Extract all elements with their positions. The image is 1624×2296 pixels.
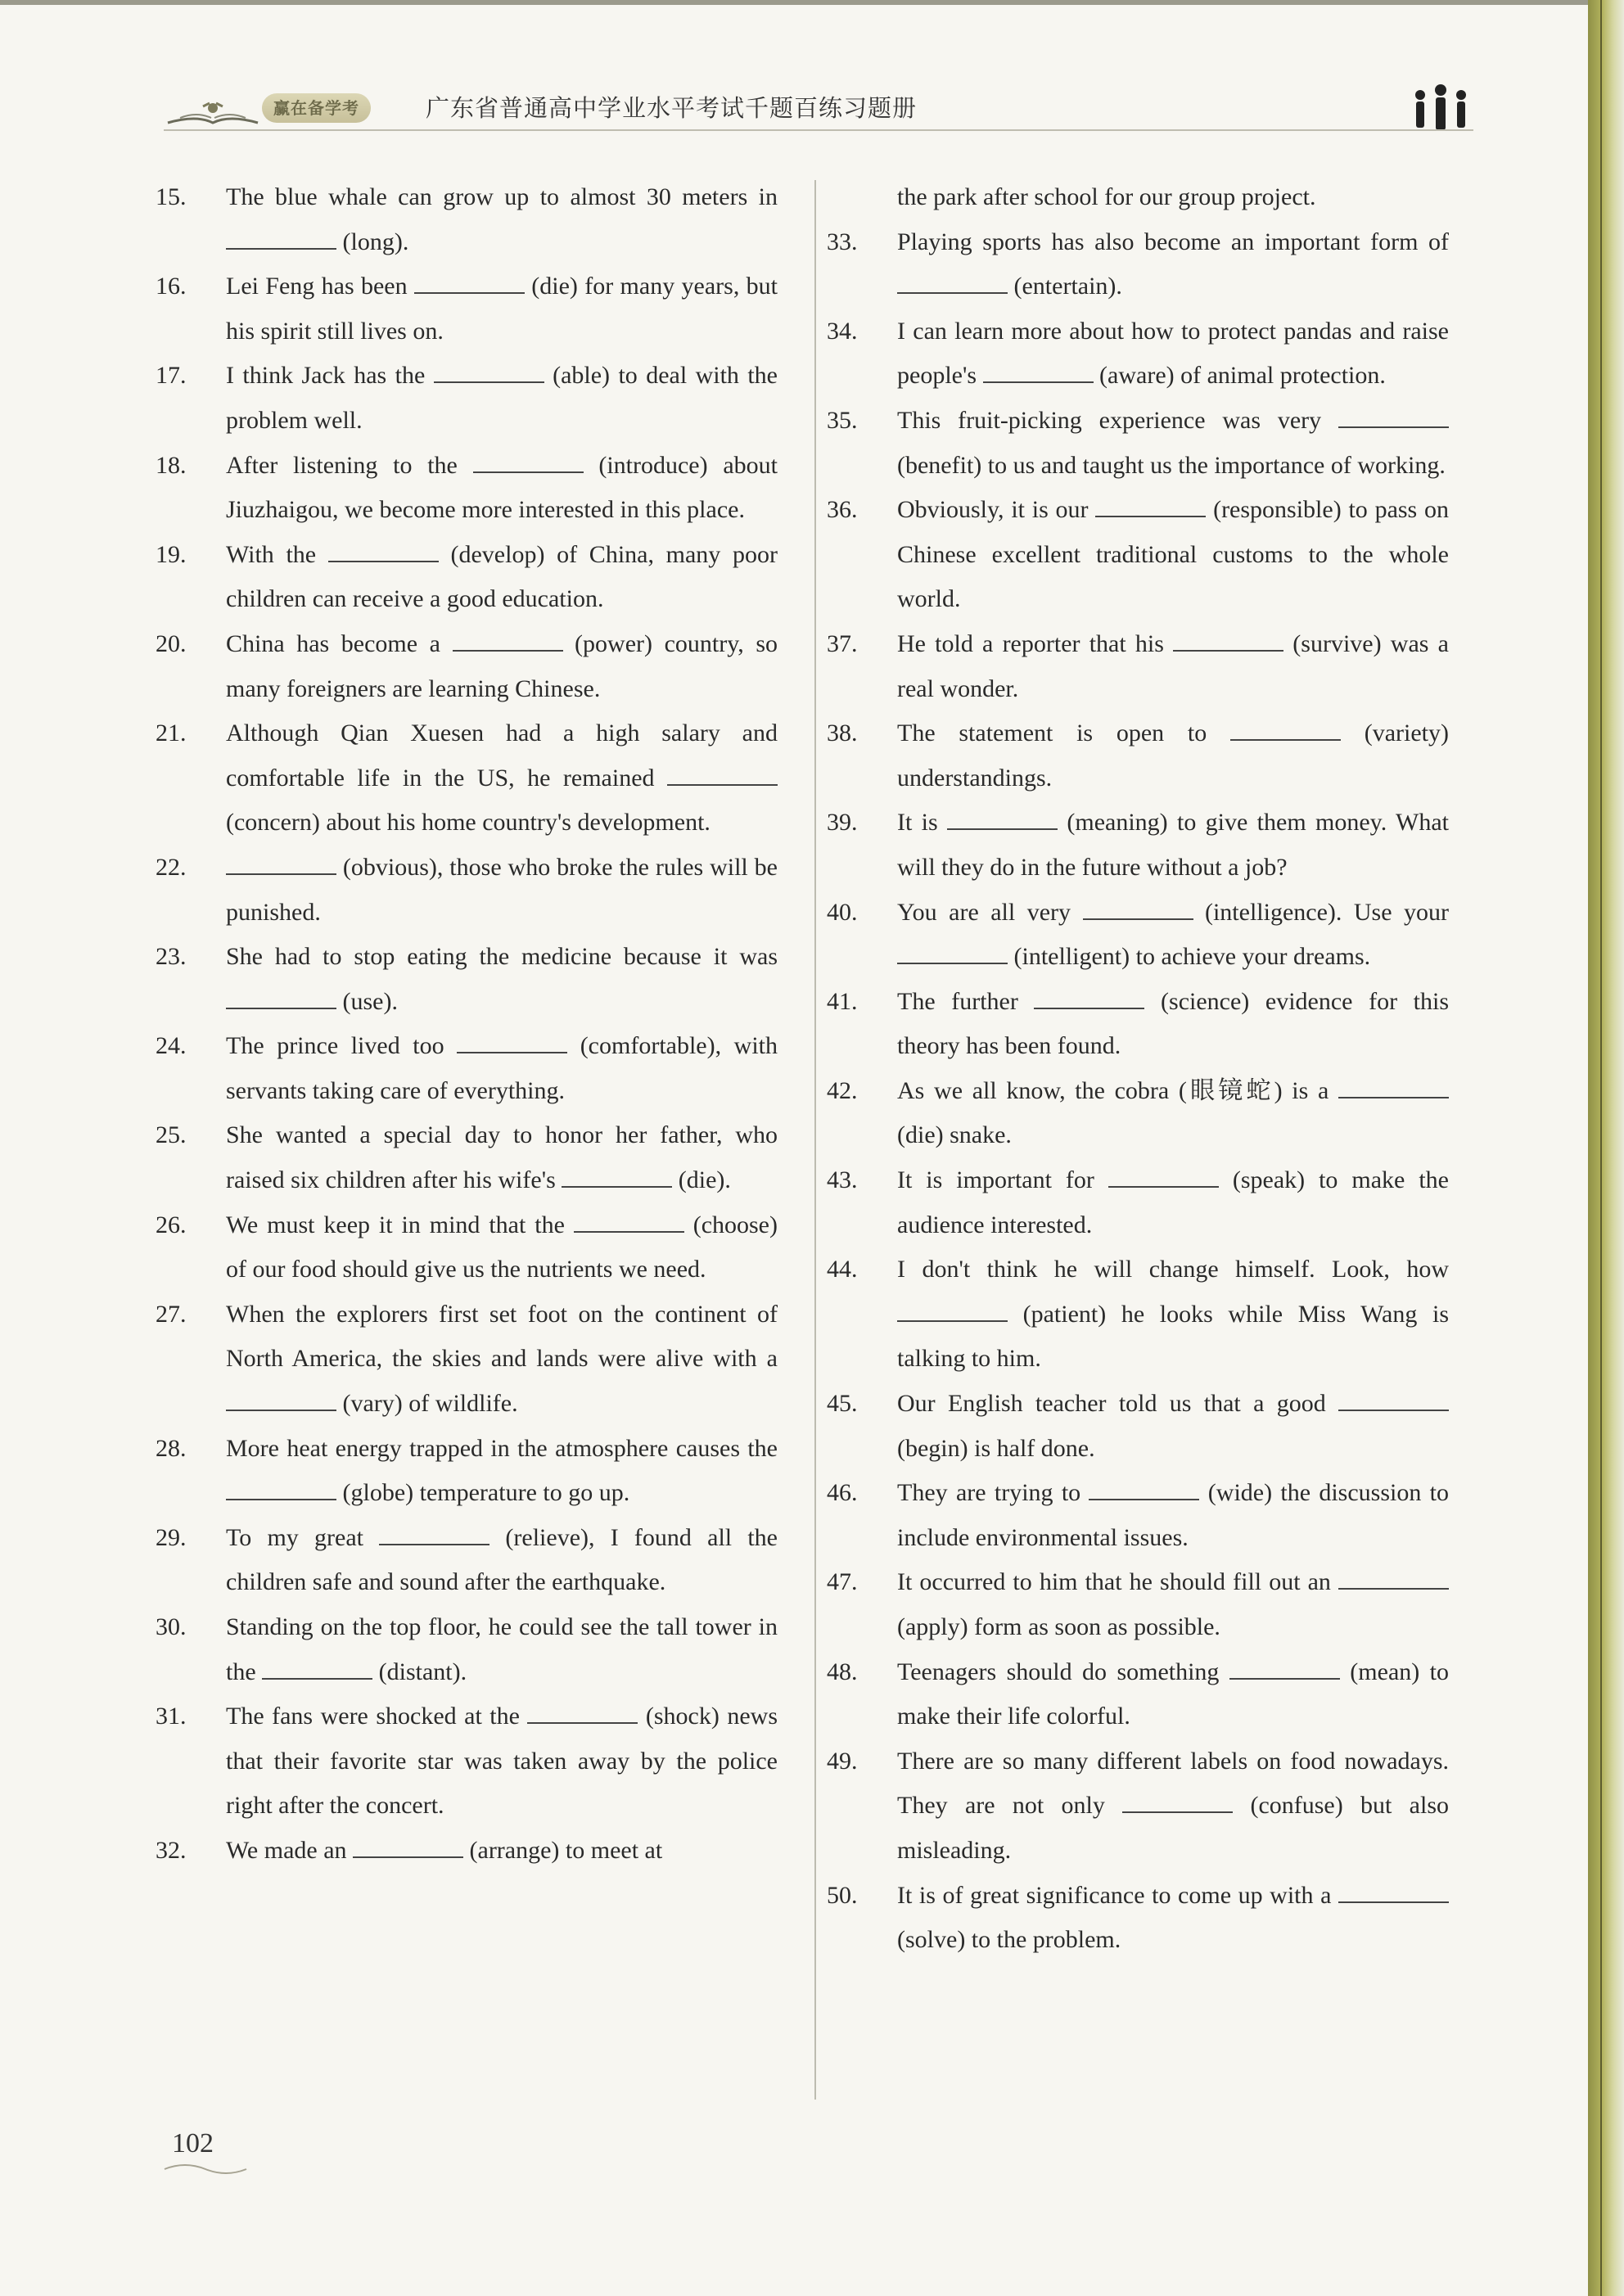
question-text: I don't think he will change himself. Look, how [897, 1256, 1449, 1283]
question-text: We made an [226, 1836, 354, 1864]
question-item [156, 1516, 778, 1605]
question-text: (die) for many years, but his spirit still lives on. [226, 273, 778, 345]
question-item [827, 1650, 1449, 1739]
question-number: 46. [827, 1479, 858, 1507]
question-text: There are so many different labels on food nowadays. They are not only [897, 1747, 1449, 1820]
question-number: 19. [156, 540, 187, 568]
question-text: (relieve), I found all the children safe and sound after the earthquake. [226, 1523, 778, 1596]
answer-blank[interactable] [328, 539, 439, 562]
answer-blank[interactable] [1338, 1388, 1449, 1411]
question-item [156, 175, 778, 264]
question-item [156, 1829, 778, 1874]
question-text: Teenagers should do something [897, 1658, 1229, 1685]
question-text: (benefit) to us and taught us the importance of working. [897, 451, 1446, 479]
question-text: China has become a [226, 629, 453, 657]
question-text: (use). [336, 987, 398, 1015]
answer-blank[interactable] [574, 1210, 684, 1233]
answer-blank[interactable] [983, 360, 1094, 383]
question-item [156, 1113, 778, 1202]
question-text: (science) evidence for this theory has been found. [897, 987, 1449, 1060]
question-item [156, 711, 778, 846]
question-text: After listening to the [226, 451, 473, 479]
question-text: (confuse) but also misleading. [897, 1792, 1450, 1864]
answer-blank[interactable] [527, 1701, 638, 1724]
question-item [827, 891, 1449, 980]
question-text: (intelligence). Use your [1193, 898, 1450, 926]
question-item [827, 488, 1449, 622]
question-text: The statement is open to [897, 719, 1230, 747]
question-text: When the explorers first set foot on the continent of North America, the skies and lands were alive with a [226, 1300, 778, 1373]
answer-blank[interactable] [1089, 1477, 1199, 1500]
answer-blank[interactable] [1338, 1567, 1449, 1590]
question-item [827, 1560, 1449, 1649]
question-number: 22. [156, 853, 187, 881]
question-continuation [827, 175, 1449, 220]
question-text: (entertain). [1008, 273, 1122, 300]
question-item [156, 444, 778, 533]
question-text: (survive) was a real wonder. [897, 629, 1449, 702]
answer-blank[interactable] [473, 450, 584, 473]
question-number: 17. [156, 362, 187, 390]
binding-strip [1588, 0, 1624, 2296]
answer-blank[interactable] [897, 1299, 1008, 1322]
question-text: I think Jack has the [226, 362, 434, 390]
header-title: 广东省普通高中学业水平考试千题百练习题册 [426, 94, 918, 122]
question-number: 30. [156, 1613, 187, 1640]
answer-blank[interactable] [1095, 494, 1206, 517]
people-icon [1404, 83, 1477, 133]
left-column [156, 175, 778, 1874]
question-item [827, 1739, 1449, 1874]
question-item [156, 264, 778, 354]
answer-blank[interactable] [1173, 629, 1283, 652]
question-number: 25. [156, 1121, 187, 1149]
column-divider [814, 180, 816, 2100]
question-text: You are all very [897, 898, 1083, 926]
question-text: (die) snake. [897, 1121, 1012, 1149]
ornament-icon [160, 2161, 250, 2177]
question-text: (wide) the discussion to include environmental issues. [897, 1479, 1449, 1551]
question-number: 16. [156, 273, 187, 300]
question-text: (die). [672, 1166, 731, 1194]
answer-blank[interactable] [1034, 986, 1144, 1009]
question-item [156, 1024, 778, 1113]
answer-blank[interactable] [1338, 1880, 1449, 1903]
question-text: The fans were shocked at the [226, 1703, 528, 1730]
question-number: 33. [827, 228, 858, 255]
answer-blank[interactable] [226, 852, 336, 875]
answer-blank[interactable] [353, 1835, 463, 1858]
question-text: (intelligent) to achieve your dreams. [1008, 943, 1371, 971]
question-item [827, 1247, 1449, 1382]
question-item [827, 1069, 1449, 1158]
question-text: (globe) temperature to go up. [336, 1479, 630, 1507]
question-text: Lei Feng has been [226, 273, 414, 300]
question-text: It occurred to him that he should fill out an [897, 1568, 1338, 1596]
answer-blank[interactable] [1338, 1076, 1449, 1098]
question-item [827, 1158, 1449, 1247]
question-item [156, 354, 778, 443]
question-text: More heat energy trapped in the atmosphere causes the [226, 1434, 778, 1462]
question-text: (meaning) to give them money. What will they do in the future without a job? [897, 809, 1449, 881]
page-number: 102 [172, 2128, 214, 2158]
question-text: To my great [226, 1523, 380, 1551]
question-number: 50. [827, 1881, 858, 1909]
binding-line [1600, 0, 1602, 2296]
answer-blank[interactable] [1108, 1165, 1219, 1188]
question-text: The prince lived too [226, 1032, 458, 1060]
question-item [827, 801, 1449, 890]
question-text: It is of great significance to come up with a [897, 1881, 1338, 1909]
question-number: 47. [827, 1568, 858, 1596]
question-number: 43. [827, 1166, 858, 1194]
question-text: (choose) of our food should give us the nutrients we need. [226, 1211, 778, 1283]
answer-blank[interactable] [897, 941, 1008, 964]
question-number: 49. [827, 1747, 858, 1775]
answer-blank[interactable] [226, 227, 336, 250]
question-item [156, 533, 778, 622]
answer-blank[interactable] [379, 1522, 489, 1545]
question-text: (aware) of animal protection. [1093, 362, 1386, 390]
question-text: As we all know, the cobra (眼镜蛇) is a [897, 1076, 1338, 1104]
question-text: This fruit-picking experience was very [897, 406, 1338, 434]
question-number: 31. [156, 1703, 187, 1730]
question-text: (vary) of wildlife. [336, 1390, 518, 1418]
question-item [156, 1203, 778, 1292]
question-text: (mean) to make their life colorful. [897, 1658, 1450, 1730]
question-item [827, 399, 1449, 488]
question-text: (apply) form as soon as possible. [897, 1613, 1220, 1640]
question-text: It is [897, 809, 948, 837]
question-text: We must keep it in mind that the [226, 1211, 574, 1238]
question-item [827, 622, 1449, 711]
question-item [827, 220, 1449, 309]
question-number: 41. [827, 987, 858, 1015]
question-text: (shock) news that their favorite star was taken away by the police right after the concert. [226, 1703, 778, 1820]
question-number: 37. [827, 629, 858, 657]
question-text: (able) to deal with the problem well. [226, 362, 778, 434]
question-text: With the [226, 540, 328, 568]
question-text: (patient) he looks while Miss Wang is talking to him. [897, 1300, 1449, 1373]
question-text: (arrange) to meet at [463, 1836, 663, 1864]
question-item [156, 846, 778, 935]
header-badge: 赢在备学考 [262, 93, 371, 123]
answer-blank[interactable] [226, 1477, 336, 1500]
answer-blank[interactable] [262, 1657, 372, 1680]
answer-blank[interactable] [1338, 405, 1449, 428]
question-item [827, 309, 1449, 399]
question-item [827, 1382, 1449, 1471]
question-item [827, 1874, 1449, 1963]
question-text: It is important for [897, 1166, 1108, 1194]
answer-blank[interactable] [226, 1388, 336, 1411]
question-number: 21. [156, 719, 187, 747]
top-border [0, 0, 1588, 5]
question-text: Standing on the top floor, he could see the tall tower in the [226, 1613, 778, 1685]
question-number: 18. [156, 451, 187, 479]
question-number: 39. [827, 809, 858, 837]
question-number: 32. [156, 1836, 187, 1864]
question-number: 27. [156, 1300, 187, 1328]
book-logo-icon [164, 90, 262, 129]
question-text: Although Qian Xuesen had a high salary and comfortable life in the US, he remained [226, 719, 778, 792]
answer-blank[interactable] [1083, 897, 1193, 920]
question-number: 48. [827, 1658, 858, 1685]
question-text: (concern) about his home country's development. [226, 809, 710, 837]
question-number: 38. [827, 719, 858, 747]
answer-blank[interactable] [1229, 1657, 1340, 1680]
answer-blank[interactable] [414, 271, 525, 294]
question-number: 44. [827, 1256, 858, 1283]
question-number: 24. [156, 1032, 187, 1060]
question-number: 40. [827, 898, 858, 926]
answer-blank[interactable] [667, 763, 778, 786]
question-text: She wanted a special day to honor her father, who raised six children after his wife's [226, 1121, 778, 1194]
question-text: (obvious), those who broke the rules will be punished. [226, 853, 778, 926]
answer-blank[interactable] [226, 986, 336, 1009]
question-number: 20. [156, 629, 187, 657]
question-text: (develop) of China, many poor children can receive a good education. [226, 540, 778, 613]
answer-blank[interactable] [897, 271, 1008, 294]
question-text: Playing sports has also become an important form of [897, 228, 1449, 255]
question-number: 45. [827, 1390, 858, 1418]
question-item [156, 935, 778, 1024]
right-column [827, 175, 1449, 1963]
question-number: 35. [827, 406, 858, 434]
header-rule [164, 129, 1473, 131]
question-text: He told a reporter that his [897, 629, 1174, 657]
question-number: 26. [156, 1211, 187, 1238]
question-number: 34. [827, 317, 858, 345]
question-text: Our English teacher told us that a good [897, 1390, 1338, 1418]
question-text: They are trying to [897, 1479, 1089, 1507]
question-item [827, 711, 1449, 801]
question-number: 28. [156, 1434, 187, 1462]
question-item [156, 1427, 778, 1516]
question-text: (speak) to make the audience interested. [897, 1166, 1449, 1238]
question-item [827, 1471, 1449, 1560]
question-text: She had to stop eating the medicine because it was [226, 943, 778, 971]
question-text: (solve) to the problem. [897, 1926, 1121, 1954]
answer-blank[interactable] [1122, 1790, 1233, 1813]
question-text: (begin) is half done. [897, 1434, 1095, 1462]
answer-blank[interactable] [457, 1031, 567, 1053]
question-number: 15. [156, 183, 187, 210]
answer-blank[interactable] [562, 1165, 672, 1188]
question-text: (introduce) about Jiuzhaigou, we become more interested in this place. [226, 451, 778, 524]
question-text: Obviously, it is our [897, 496, 1096, 524]
question-item [156, 622, 778, 711]
continuation-text: the park after school for our group project. [897, 183, 1316, 210]
question-item [156, 1292, 778, 1427]
question-text: (comfortable), with servants taking care of everything. [226, 1032, 778, 1104]
question-number: 36. [827, 496, 858, 524]
question-item [827, 980, 1449, 1069]
answer-blank[interactable] [434, 360, 544, 383]
question-number: 23. [156, 943, 187, 971]
question-text: (variety) understandings. [897, 719, 1449, 792]
question-text: (responsible) to pass on Chinese excellent traditional customs to the whole world. [897, 496, 1450, 613]
answer-blank[interactable] [453, 629, 563, 652]
question-text: (long). [336, 228, 409, 255]
answer-blank[interactable] [947, 807, 1058, 830]
question-text: The blue whale can grow up to almost 30 meters in [226, 183, 778, 210]
question-text: (power) country, so many foreigners are learning Chinese. [226, 629, 778, 702]
question-item [156, 1694, 778, 1829]
question-number: 29. [156, 1523, 187, 1551]
question-text: I can learn more about how to protect pandas and raise people's [897, 317, 1449, 390]
question-text: The further [897, 987, 1035, 1015]
question-number: 42. [827, 1076, 858, 1104]
question-item [156, 1605, 778, 1694]
answer-blank[interactable] [1230, 718, 1341, 741]
question-text: (distant). [372, 1658, 467, 1685]
